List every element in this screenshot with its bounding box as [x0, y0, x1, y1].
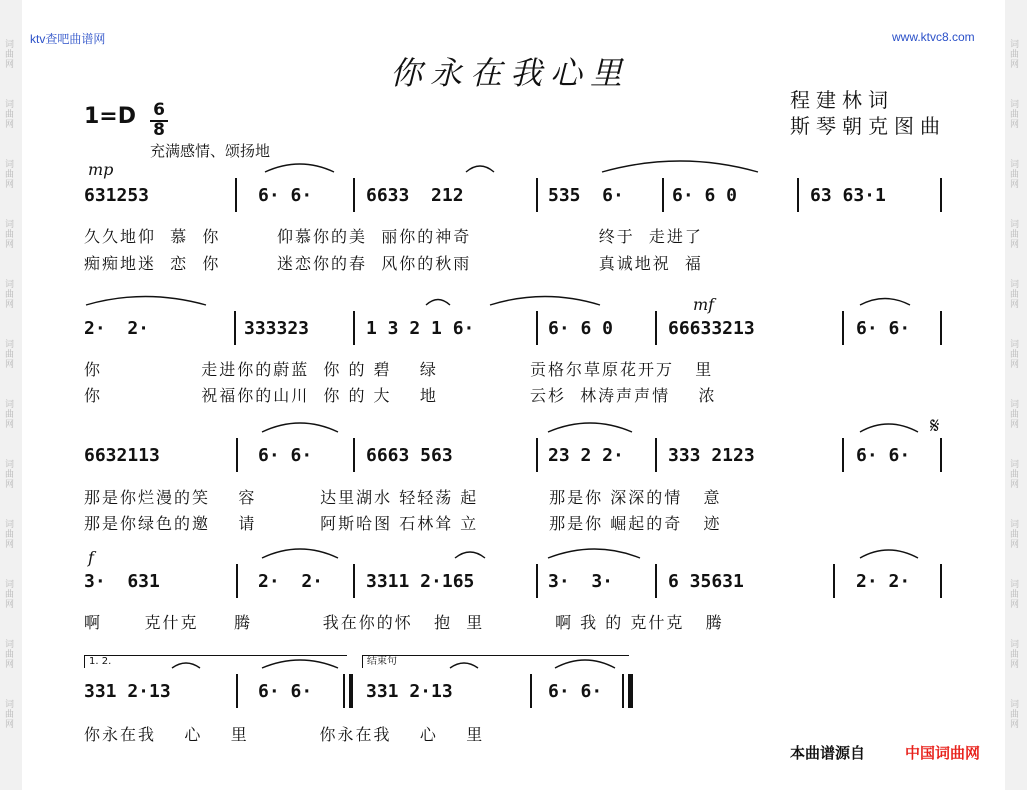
watermark-text: 词曲网 [5, 280, 15, 310]
measure: 631253 [84, 185, 150, 206]
measure: 2· 2· [856, 571, 911, 592]
measure: 6· 6· [856, 445, 911, 466]
barline [842, 438, 844, 472]
barline [353, 178, 355, 212]
source-site-right[interactable]: www.ktvc8.com [892, 30, 975, 44]
lyric-line: 你 走进你的蔚蓝 你 的 碧 绿 贡格尔草原花开万 里 [84, 360, 714, 379]
barline [655, 564, 657, 598]
repeat-barline-thick [349, 674, 353, 708]
barline [940, 311, 942, 345]
slur [86, 297, 206, 306]
right-watermark-strip [1005, 0, 1027, 790]
watermark-text: 词曲网 [5, 160, 15, 190]
barline [236, 674, 238, 708]
measure: 66633213 [668, 318, 755, 339]
barline [353, 311, 355, 345]
watermark-text: 词曲网 [5, 340, 15, 370]
measure: 6663 563 [366, 445, 453, 466]
watermark-text: 词曲网 [5, 520, 15, 550]
barline [655, 438, 657, 472]
watermark-text: 词曲网 [1010, 160, 1020, 190]
measure: 535 6· [548, 185, 624, 206]
watermark-text: 词曲网 [1010, 460, 1020, 490]
measure: 2· 2· [258, 571, 324, 592]
barline [940, 178, 942, 212]
lyricist-credit: 程建林词 [790, 88, 894, 112]
barline [536, 438, 538, 472]
slur [426, 300, 450, 306]
watermark-text: 词曲网 [1010, 100, 1020, 130]
slur [860, 299, 910, 306]
barline [536, 311, 538, 345]
segno-icon: 𝄋 [930, 414, 940, 439]
watermark-text: 词曲网 [1010, 220, 1020, 250]
measure: 6· 6 0 [548, 318, 614, 339]
slur [860, 424, 918, 432]
left-watermark-strip [0, 0, 22, 790]
footer-site-link[interactable]: 中国词曲网 [905, 744, 981, 762]
measure: 3· 631 [84, 571, 160, 592]
source-site-left[interactable]: ktv查吧曲谱网 [30, 32, 106, 46]
watermark-text: 词曲网 [5, 100, 15, 130]
time-signature-top: 6 [153, 100, 165, 120]
lyric-line: 啊 克什克 腾 我在你的怀 抱 里 啊 我 的 克什克 腾 [84, 613, 724, 632]
watermark-text: 词曲网 [1010, 640, 1020, 670]
watermark-text: 词曲网 [5, 700, 15, 730]
composer-credit: 斯琴朝克图曲 [790, 114, 946, 138]
watermark-text: 词曲网 [5, 220, 15, 250]
slur [548, 549, 640, 558]
slur [262, 549, 338, 558]
measure: 1 3 2 1 6· [366, 318, 475, 339]
measure: 6· 6· [258, 681, 313, 702]
measure: 6· 6· [856, 318, 911, 339]
lyric-line: 那是你绿色的邀 请 阿斯哈图 石林耸 立 那是你 崛起的奇 迹 [84, 514, 722, 533]
barline [530, 674, 532, 708]
final-barline [622, 674, 624, 708]
watermark-text: 词曲网 [1010, 400, 1020, 430]
measure: 6633 212 [366, 185, 464, 206]
barline [662, 178, 664, 212]
watermark-text: 词曲网 [1010, 700, 1020, 730]
measure: 333 2123 [668, 445, 755, 466]
measure: 3· 3· [548, 571, 614, 592]
measure: 331 2·13 [84, 681, 171, 702]
final-barline-thick [628, 674, 633, 708]
lyric-line: 你 祝福你的山川 你 的 大 地 云杉 林涛声声情 浓 [84, 386, 717, 405]
barline [655, 311, 657, 345]
slur [466, 166, 494, 172]
measure: 6· 6· [258, 185, 313, 206]
watermark-text: 词曲网 [5, 640, 15, 670]
measure: 3311 2·165 [366, 571, 475, 592]
watermark-text: 词曲网 [1010, 340, 1020, 370]
barline [236, 564, 238, 598]
time-signature-bottom: 8 [153, 120, 165, 140]
measure: 6632113 [84, 445, 160, 466]
measure: 6 35631 [668, 571, 744, 592]
footer-label: 本曲谱源自 [790, 744, 866, 762]
barline [833, 564, 835, 598]
slur [548, 423, 632, 432]
slur [860, 550, 918, 558]
lyric-line: 久久地仰 慕 你 仰慕你的美 丽你的神奇 终于 走进了 [84, 227, 703, 246]
dynamic-f: f [88, 548, 94, 567]
measure: 6· 6· [548, 681, 603, 702]
volta-bracket-1: 1. 2. [84, 655, 347, 668]
barline [353, 438, 355, 472]
slur [490, 297, 600, 306]
barline [536, 564, 538, 598]
expression-mark: 充满感情、颂扬地 [150, 142, 271, 160]
lyric-line: 痴痴地迷 恋 你 迷恋你的春 风你的秋雨 真诚地祝 福 [84, 254, 703, 273]
measure: 23 2 2· [548, 445, 624, 466]
barline [797, 178, 799, 212]
slur [262, 423, 338, 432]
barline [842, 311, 844, 345]
watermark-text: 词曲网 [1010, 580, 1020, 610]
measure: 331 2·13 [366, 681, 453, 702]
slur [602, 161, 758, 172]
lyric-line: 你永在我 心 里 你永在我 心 里 [84, 725, 485, 744]
measure: 63 63·1 [810, 185, 886, 206]
repeat-barline [343, 674, 345, 708]
slur [265, 164, 334, 172]
watermark-text: 词曲网 [1010, 40, 1020, 70]
watermark-text: 词曲网 [5, 580, 15, 610]
measure: 6· 6· [258, 445, 313, 466]
dynamic-mf: mf [693, 295, 715, 314]
watermark-text: 词曲网 [1010, 280, 1020, 310]
watermark-text: 词曲网 [5, 40, 15, 70]
watermark-text: 词曲网 [5, 400, 15, 430]
measure: 333323 [244, 318, 310, 339]
watermark-text: 词曲网 [1010, 520, 1020, 550]
lyric-line: 那是你烂漫的笑 容 达里湖水 轻轻荡 起 那是你 深深的情 意 [84, 488, 722, 507]
measure: 6· 6 0 [672, 185, 738, 206]
barline [940, 564, 942, 598]
song-title: 你永在我心里 [390, 54, 631, 92]
key-signature: 1=D [84, 104, 137, 129]
barline [234, 311, 236, 345]
barline [353, 564, 355, 598]
watermark-text: 词曲网 [5, 460, 15, 490]
dynamic-mp: mp [88, 160, 114, 179]
volta-bracket-2: 结束句 [362, 655, 629, 668]
measure: 2· 2· [84, 318, 150, 339]
barline [235, 178, 237, 212]
barline [940, 438, 942, 472]
barline [536, 178, 538, 212]
barline [236, 438, 238, 472]
slur [455, 552, 485, 558]
